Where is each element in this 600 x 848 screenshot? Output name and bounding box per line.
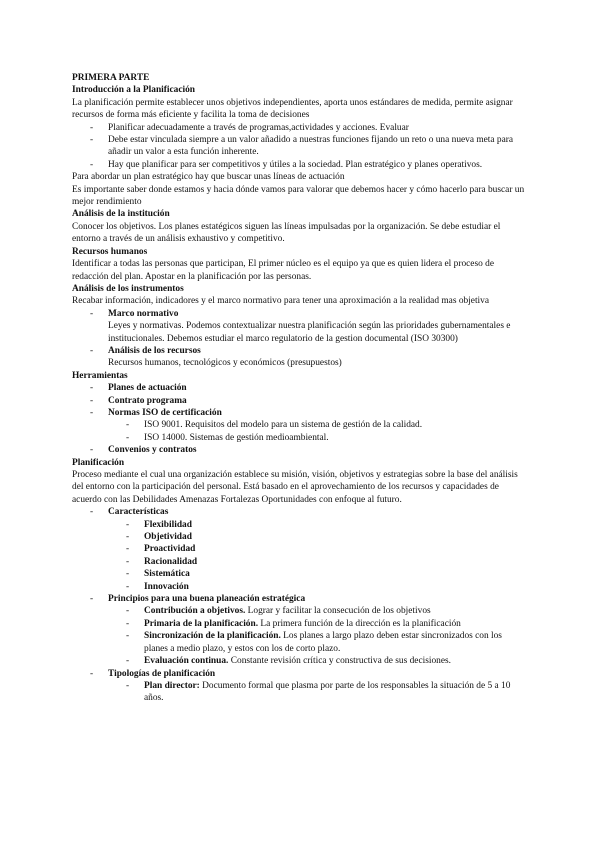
instrument-item-desc: Recursos humanos, tecnológicos y económicos (presupuestos) — [108, 358, 342, 369]
institution-paragraph: Conocer los objetivos. Los planes estatégicos siguen las líneas impulsadas por la organización. Se debe estudiar el entorno a través de un análisis exhaustivo y competitivo. — [72, 221, 501, 245]
planning-heading: Planificación — [72, 457, 125, 468]
instrument-item: - Análisis de los recursos — [90, 345, 201, 356]
intro-paragraph-2: Para abordar un plan estratégico hay que buscar unas líneas de actuación — [72, 172, 345, 183]
intro-paragraph-3: Es importante saber donde estamos y hacia dónde vamos para valorar que debemos hacer y cómo hacerlo para buscar un mejor rendimiento — [72, 184, 525, 208]
planning-paragraph: Proceso mediante el cual una organización establece su misión, visión, objetivos y estrategias sobre la base del análisis del entorno con la participación del personal. Está basado en el aprovechamiento de los recursos y capacidades de acuerdo con las Debilidades Amenazas Fortalezas Oportunidades con enfoque al futuro. — [72, 470, 518, 505]
hr-paragraph: Identificar a todas las personas que participan, El primer núcleo es el equipo ya que es quien lidera el proceso de redacción del plan. Apostar en la planificación por las personas. — [72, 259, 494, 282]
principle-item: - Evaluación continua. Constante revisión crítica y constructiva de sus decisiones. — [126, 656, 452, 667]
tool-item: - Normas ISO de certificación — [90, 407, 222, 418]
typology-item: - Plan director: Documento formal que plasma por parte de los responsables la situación de 5 a 10 años. — [126, 680, 511, 704]
institution-heading: Análisis de la institución — [72, 209, 170, 220]
principles-title: - Principios para una buena planeación estratégica — [90, 594, 306, 605]
intro-bullet: - Debe estar vinculada siempre a un valor añadido a nuestras funciones fijando un reto o una nueva meta para añadir un valor a esta función inherente. — [90, 135, 514, 158]
characteristic-item: - Sistemática — [126, 569, 190, 580]
instrument-item: - Marco normativo — [90, 308, 179, 319]
intro-bullet: - Hay que planificar para ser competitivos y útiles a la sociedad. Plan estratégico y planes operativos. — [90, 159, 483, 170]
intro-paragraph: La planificación permite establecer unos objetivos independientes, aporta unos estándares de medida, permite asignar recursos de forma más eficiente y facilita la toma de decisiones — [72, 97, 513, 121]
principle-item: - Contribución a objetivos. Lograr y facilitar la consecución de los objetivos — [126, 606, 431, 617]
iso-item: - ISO 14000. Sistemas de gestión medioambiental. — [126, 432, 329, 443]
tool-item: - Planes de actuación — [90, 383, 187, 394]
tools-heading: Herramientas — [72, 370, 128, 381]
iso-item: - ISO 9001. Requisitos del modelo para un sistema de gestión de la calidad. — [126, 420, 423, 431]
characteristic-item: - Flexibilidad — [126, 519, 192, 530]
characteristic-item: - Innovación — [126, 581, 189, 592]
characteristic-item: - Objetividad — [126, 532, 192, 543]
part-title: PRIMERA PARTE — [72, 73, 150, 83]
characteristics-title: - Características — [90, 507, 169, 518]
instruments-paragraph: Recabar información, indicadores y el marco normativo para tener una aproximación a la realidad mas objetiva — [72, 296, 490, 307]
typologies-title: - Tipologías de planificación — [90, 668, 216, 679]
instrument-item-desc: Leyes y normativas. Podemos contextualizar nuestra planificación según las prioridades gubernamentales e institucionales. Debemos estudiar el marco regulatorio de la gestion documental (ISO 30300) — [108, 321, 511, 344]
intro-heading: Introducción a la Planificación — [72, 85, 196, 96]
instruments-heading: Análisis de los instrumentos — [72, 283, 184, 294]
document-page — [72, 72, 528, 705]
characteristic-item: - Proactividad — [126, 544, 196, 555]
intro-bullet: - Planificar adecuadamente a través de programas,actividades y acciones. Evaluar — [90, 122, 409, 133]
tool-item: - Convenios y contratos — [90, 445, 197, 456]
principle-item: - Primaria de la planificación. La primera función de la dirección es la planificación — [126, 618, 461, 629]
tool-item: - Contrato programa — [90, 395, 187, 406]
characteristic-item: - Racionalidad — [126, 556, 198, 567]
hr-heading: Recursos humanos — [72, 246, 148, 257]
principle-item: - Sincronización de la planificación. Los planes a largo plazo deben estar sincronizados con los planes a medio plazo, y estos con los de corto plazo. — [126, 631, 502, 654]
